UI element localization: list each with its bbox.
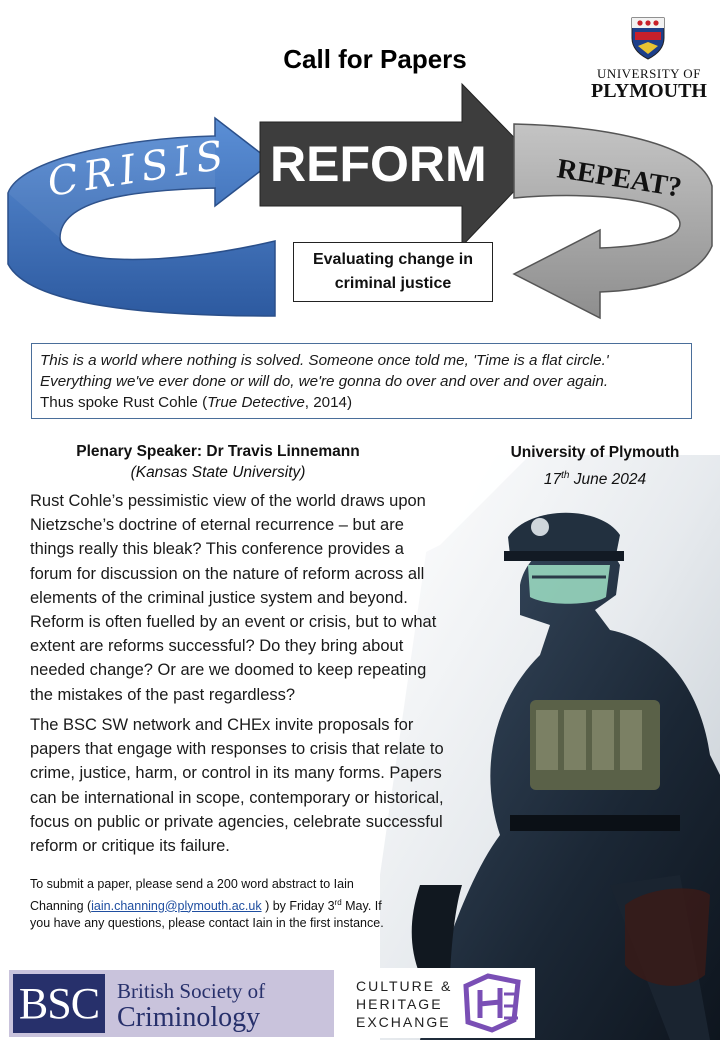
venue-name: University of Plymouth: [510, 444, 680, 461]
subtitle-line1: Evaluating change in: [312, 251, 474, 268]
body-paragraph-2: The BSC SW network and CHEx invite proposals for papers that engage with responses to crisis that relate to crime, justice, harm, or control in its many forms. Papers can be international in scope, contemporary or historical, focus on public or private agencies, celebrate successful reform or critique its failure.: [30, 716, 444, 856]
speaker-name: Plenary Speaker: Dr Travis Linnemann: [76, 443, 360, 460]
crisis-label: CRISIS: [44, 131, 233, 206]
submission-info: [30, 876, 390, 933]
venue-info: [490, 441, 700, 491]
bsc-name-line2: Criminology: [117, 1002, 261, 1033]
attribution-work: True Detective: [207, 394, 305, 411]
subtitle-box: [293, 242, 493, 302]
plenary-speaker: [40, 441, 396, 483]
body-paragraph-1: Rust Cohle’s pessimistic view of the world draws upon Nietzsche’s doctrine of eternal recurrence – but are things really this bleak? This conference provides a forum for discussion on the nature of reform across all elements of the criminal justice system and beyond. Reform is often fuelled by an event or crisis, but to what extent are reforms successful? Do they bring about needed change? Or are we doomed to keep repeating the mistakes of the past regardless?: [30, 492, 437, 704]
submission-text-before: To submit a paper, please send a 200 word abstract to Iain Channing (: [30, 877, 354, 913]
deadline-ordinal: rd: [334, 897, 342, 907]
submission-text-after-1: ) by Friday 3: [261, 898, 335, 913]
date-day: 17: [543, 471, 562, 489]
bsc-name-line1: British Society of: [117, 979, 266, 1003]
quote-line2: Everything we've ever done or will do, we're gonna do over and over and over again.: [40, 373, 609, 390]
university-name-line2: PLYMOUTH: [591, 80, 707, 102]
chex-mark-icon: [458, 972, 530, 1034]
shield-icon: [630, 16, 666, 60]
date-suffix: th: [561, 470, 570, 481]
page-title: Call for Papers: [283, 44, 467, 74]
chex-line3: EXCHANGE: [356, 1014, 451, 1030]
reform-label: REFORM: [270, 136, 487, 192]
bsc-mark: BSC: [13, 974, 105, 1033]
chex-logo: [350, 968, 535, 1038]
event-date: [490, 464, 700, 491]
quote-line1: This is a world where nothing is solved. Someone once told me, 'Time is a flat circle.': [40, 352, 609, 369]
attribution-suffix: , 2014): [304, 394, 353, 411]
speaker-affiliation: (Kansas State University): [130, 464, 306, 481]
repeat-arrow: [514, 124, 712, 318]
submission-text-after-2: May. If you have any questions, please contact Iain in the first instance.: [30, 898, 384, 931]
contact-email-link[interactable]: iain.channing@plymouth.ac.uk: [91, 898, 262, 913]
bsc-logo: [9, 970, 334, 1037]
quote-attribution: [40, 392, 683, 413]
attribution-prefix: Thus spoke Rust Cohle (: [40, 394, 208, 411]
university-name-line1: UNIVERSITY OF: [597, 66, 701, 81]
chex-line1: CULTURE &: [356, 978, 453, 994]
date-rest: June 2024: [569, 471, 647, 489]
subtitle-line2: criminal justice: [334, 275, 452, 292]
chex-line2: HERITAGE: [356, 996, 443, 1012]
repeat-label: REPEAT?: [554, 153, 684, 204]
quote-box: [31, 343, 692, 419]
